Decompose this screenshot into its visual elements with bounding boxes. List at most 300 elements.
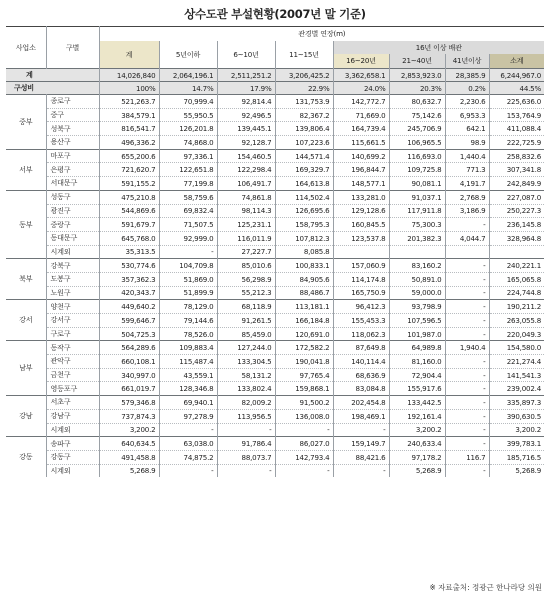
gu-cell: 강북구 xyxy=(46,259,99,273)
value-cell: - xyxy=(445,423,489,437)
value-cell: - xyxy=(445,300,489,314)
value-cell: 116.7 xyxy=(445,450,489,464)
value-cell: - xyxy=(217,423,275,437)
value-cell: - xyxy=(159,423,217,437)
value-cell: 771.3 xyxy=(445,163,489,177)
value-cell: 92,814.4 xyxy=(217,95,275,109)
gu-cell: 강서구 xyxy=(46,314,99,328)
value-cell: 6,953.3 xyxy=(445,108,489,122)
value-cell xyxy=(445,245,489,259)
header-elapsed: 관경별 연장(m) xyxy=(99,27,544,42)
table-row xyxy=(6,409,544,423)
ratio-value: 22.9% xyxy=(275,82,333,95)
value-cell: 158,795.3 xyxy=(275,218,333,232)
value-cell: 190,211.2 xyxy=(489,300,544,314)
ratio-value: 100% xyxy=(99,82,159,95)
page-title: 상수도관 부설현황(2007년 말 기준) xyxy=(184,7,366,21)
value-cell: 71,669.0 xyxy=(333,108,389,122)
table-row xyxy=(6,204,544,218)
table-row xyxy=(6,327,544,341)
totals-label: 계 xyxy=(6,69,99,82)
table-row xyxy=(6,341,544,355)
value-cell: 357,362.3 xyxy=(99,272,159,286)
value-cell: 82,367.2 xyxy=(275,108,333,122)
value-cell: 74,868.0 xyxy=(159,136,217,150)
value-cell: 128,346.8 xyxy=(159,382,217,396)
value-cell: 660,108.1 xyxy=(99,355,159,369)
value-cell: 64,989.8 xyxy=(389,341,445,355)
value-cell: 27,227.7 xyxy=(217,245,275,259)
value-cell: 3,200.2 xyxy=(489,423,544,437)
totals-value: 28,385.9 xyxy=(445,69,489,82)
value-cell: 91,500.2 xyxy=(275,396,333,410)
value-cell: - xyxy=(275,423,333,437)
value-cell: 172,582.2 xyxy=(275,341,333,355)
header-office: 사업소 xyxy=(6,27,46,69)
value-cell: - xyxy=(333,423,389,437)
value-cell: 107,223.6 xyxy=(275,136,333,150)
value-cell: 3,200.2 xyxy=(99,423,159,437)
office-cell: 강남 xyxy=(6,396,46,437)
value-cell: 75,142.6 xyxy=(389,108,445,122)
gu-cell: 노원구 xyxy=(46,286,99,300)
gu-cell: 영등포구 xyxy=(46,382,99,396)
value-cell xyxy=(333,245,389,259)
value-cell: 84,905.6 xyxy=(275,272,333,286)
value-cell xyxy=(389,245,445,259)
value-cell: 661,019.7 xyxy=(99,382,159,396)
gu-cell: 시계외 xyxy=(46,245,99,259)
value-cell: 93,798.9 xyxy=(389,300,445,314)
gu-cell: 도봉구 xyxy=(46,272,99,286)
value-cell: 51,869.0 xyxy=(159,272,217,286)
value-cell: 139,445.1 xyxy=(217,122,275,136)
value-cell: 140,114.4 xyxy=(333,355,389,369)
table-row xyxy=(6,396,544,410)
value-cell: 816,541.7 xyxy=(99,122,159,136)
value-cell: 201,382.3 xyxy=(389,231,445,245)
value-cell: - xyxy=(445,355,489,369)
table-row xyxy=(6,218,544,232)
gu-cell: 서초구 xyxy=(46,396,99,410)
value-cell: - xyxy=(275,464,333,477)
value-cell: 221,274.4 xyxy=(489,355,544,369)
value-cell: 97,278.9 xyxy=(159,409,217,423)
value-cell: 390,630.5 xyxy=(489,409,544,423)
value-cell: 86,027.0 xyxy=(275,437,333,451)
value-cell: 122,298.4 xyxy=(217,163,275,177)
value-cell: 236,145.8 xyxy=(489,218,544,232)
value-cell: 113,956.5 xyxy=(217,409,275,423)
value-cell: 113,181.1 xyxy=(275,300,333,314)
value-cell: 58,131.2 xyxy=(217,368,275,382)
table-row xyxy=(6,368,544,382)
table-row xyxy=(6,423,544,437)
value-cell: 68,118.9 xyxy=(217,300,275,314)
value-cell: 1,940.4 xyxy=(445,341,489,355)
value-cell: 74,875.2 xyxy=(159,450,217,464)
value-cell: 157,060.9 xyxy=(333,259,389,273)
value-cell: 411,088.4 xyxy=(489,122,544,136)
value-cell: 169,329.7 xyxy=(275,163,333,177)
header-col-subtotal: 소계 xyxy=(489,54,544,69)
value-cell: 85,010.6 xyxy=(217,259,275,273)
ratio-value: 0.2% xyxy=(445,82,489,95)
ratio-value: 24.0% xyxy=(333,82,389,95)
value-cell: 97,336.1 xyxy=(159,149,217,163)
value-cell: 88,073.7 xyxy=(217,450,275,464)
value-cell: - xyxy=(445,437,489,451)
value-cell: 79,144.6 xyxy=(159,314,217,328)
value-cell: 225,636.0 xyxy=(489,95,544,109)
value-cell: 82,009.2 xyxy=(217,396,275,410)
value-cell: 5,268.9 xyxy=(489,464,544,477)
value-cell: 154,460.5 xyxy=(217,149,275,163)
value-cell: 98.9 xyxy=(445,136,489,150)
table-row xyxy=(6,464,544,477)
value-cell: 4,044.7 xyxy=(445,231,489,245)
value-cell: 127,244.0 xyxy=(217,341,275,355)
header-col-41y: 41년이상 xyxy=(445,54,489,69)
table-row xyxy=(6,136,544,150)
gu-cell: 동작구 xyxy=(46,341,99,355)
value-cell: 59,000.0 xyxy=(389,286,445,300)
value-cell: 88,421.6 xyxy=(333,450,389,464)
value-cell: 4,191.7 xyxy=(445,177,489,191)
value-cell: 645,768.0 xyxy=(99,231,159,245)
value-cell: - xyxy=(159,464,217,477)
value-cell: 579,346.8 xyxy=(99,396,159,410)
value-cell: 8,085.8 xyxy=(275,245,333,259)
value-cell: 224,744.8 xyxy=(489,286,544,300)
value-cell: 126,201.8 xyxy=(159,122,217,136)
value-cell: 51,899.9 xyxy=(159,286,217,300)
value-cell: 56,298.9 xyxy=(217,272,275,286)
value-cell: 166,184.8 xyxy=(275,314,333,328)
source-footnote: ※ 자료출처: 정광근 한나라당 의원 xyxy=(429,583,542,592)
table-row xyxy=(6,314,544,328)
ratio-value: 14.7% xyxy=(159,82,217,95)
value-cell: 50,891.0 xyxy=(389,272,445,286)
totals-value: 3,362,658.1 xyxy=(333,69,389,82)
value-cell: 133,802.4 xyxy=(217,382,275,396)
totals-value: 3,206,425.2 xyxy=(275,69,333,82)
value-cell: 155,453.3 xyxy=(333,314,389,328)
value-cell: 55,950.5 xyxy=(159,108,217,122)
value-cell: 101,987.0 xyxy=(389,327,445,341)
value-cell: - xyxy=(445,327,489,341)
value-cell: 118,062.3 xyxy=(333,327,389,341)
value-cell: 250,227.3 xyxy=(489,204,544,218)
value-cell: 642.1 xyxy=(445,122,489,136)
value-cell: 335,897.3 xyxy=(489,396,544,410)
gu-cell: 서대문구 xyxy=(46,177,99,191)
value-cell: 198,469.1 xyxy=(333,409,389,423)
totals-row xyxy=(6,69,544,82)
value-cell: 192,161.4 xyxy=(389,409,445,423)
value-cell: 222,725.9 xyxy=(489,136,544,150)
value-cell: 133,442.5 xyxy=(389,396,445,410)
value-cell: - xyxy=(445,368,489,382)
value-cell: 115,487.4 xyxy=(159,355,217,369)
header-col-40y: 21~40년 xyxy=(389,54,445,69)
value-cell: 126,695.6 xyxy=(275,204,333,218)
value-cell: 521,263.7 xyxy=(99,95,159,109)
value-cell: 125,231.1 xyxy=(217,218,275,232)
office-cell: 강동 xyxy=(6,437,46,478)
value-cell: - xyxy=(445,286,489,300)
value-cell: 70,999.4 xyxy=(159,95,217,109)
header-col-5y: 5년이하 xyxy=(159,41,217,69)
gu-cell: 용산구 xyxy=(46,136,99,150)
value-cell: 68,636.9 xyxy=(333,368,389,382)
value-cell: 104,709.8 xyxy=(159,259,217,273)
value-cell: 114,174.8 xyxy=(333,272,389,286)
value-cell: 564,289.6 xyxy=(99,341,159,355)
header-col-10y: 6~10년 xyxy=(217,41,275,69)
gu-cell: 은평구 xyxy=(46,163,99,177)
value-cell: 97,765.4 xyxy=(275,368,333,382)
table-row xyxy=(6,272,544,286)
table-row xyxy=(6,437,544,451)
pipe-table xyxy=(6,26,544,477)
value-cell: 640,634.5 xyxy=(99,437,159,451)
value-cell: 655,200.6 xyxy=(99,149,159,163)
value-cell: 114,502.4 xyxy=(275,190,333,204)
table-row xyxy=(6,177,544,191)
value-cell: 491,458.8 xyxy=(99,450,159,464)
gu-cell: 송파구 xyxy=(46,437,99,451)
value-cell: 5,268.9 xyxy=(389,464,445,477)
value-cell xyxy=(489,245,544,259)
value-cell: 154,580.0 xyxy=(489,341,544,355)
value-cell: 115,661.5 xyxy=(333,136,389,150)
table-row xyxy=(6,122,544,136)
value-cell: 420,343.7 xyxy=(99,286,159,300)
value-cell: 2,768.9 xyxy=(445,190,489,204)
gu-cell: 성북구 xyxy=(46,122,99,136)
gu-cell: 광진구 xyxy=(46,204,99,218)
value-cell: - xyxy=(217,464,275,477)
value-cell: 122,651.8 xyxy=(159,163,217,177)
value-cell: 153,764.9 xyxy=(489,108,544,122)
table-row xyxy=(6,300,544,314)
value-cell: 96,412.3 xyxy=(333,300,389,314)
office-cell: 북부 xyxy=(6,259,46,300)
table-row xyxy=(6,245,544,259)
value-cell: 133,281.0 xyxy=(333,190,389,204)
totals-value: 14,026,840 xyxy=(99,69,159,82)
value-cell: 106,491.7 xyxy=(217,177,275,191)
header-col-20y: 16~20년 xyxy=(333,54,389,69)
value-cell: 131,753.9 xyxy=(275,95,333,109)
value-cell: 87,649.8 xyxy=(333,341,389,355)
totals-value: 2,853,923.0 xyxy=(389,69,445,82)
value-cell: 141,541.3 xyxy=(489,368,544,382)
value-cell: 258,832.6 xyxy=(489,149,544,163)
value-cell: 81,160.0 xyxy=(389,355,445,369)
header-over16: 16년 이상 배관 xyxy=(333,41,544,54)
value-cell: - xyxy=(445,382,489,396)
value-cell: 69,832.4 xyxy=(159,204,217,218)
value-cell: 165,750.9 xyxy=(333,286,389,300)
value-cell: 449,640.2 xyxy=(99,300,159,314)
value-cell: 721,620.7 xyxy=(99,163,159,177)
value-cell: 43,559.1 xyxy=(159,368,217,382)
gu-cell: 양천구 xyxy=(46,300,99,314)
table-row xyxy=(6,259,544,273)
value-cell: 307,341.8 xyxy=(489,163,544,177)
value-cell: 399,783.1 xyxy=(489,437,544,451)
value-cell: 92,496.5 xyxy=(217,108,275,122)
value-cell: 85,459.0 xyxy=(217,327,275,341)
value-cell: 83,160.2 xyxy=(389,259,445,273)
value-cell: 98,114.3 xyxy=(217,204,275,218)
gu-cell: 강동구 xyxy=(46,450,99,464)
totals-value: 2,064,196.1 xyxy=(159,69,217,82)
value-cell: 159,868.1 xyxy=(275,382,333,396)
value-cell: 240,221.1 xyxy=(489,259,544,273)
value-cell: 72,904.4 xyxy=(389,368,445,382)
value-cell: 591,679.7 xyxy=(99,218,159,232)
table-row xyxy=(6,149,544,163)
ratio-row xyxy=(6,82,544,95)
gu-cell: 시계외 xyxy=(46,423,99,437)
value-cell: 75,300.3 xyxy=(389,218,445,232)
gu-cell: 성동구 xyxy=(46,190,99,204)
ratio-value: 44.5% xyxy=(489,82,544,95)
value-cell: 5,268.9 xyxy=(99,464,159,477)
value-cell: 202,454.8 xyxy=(333,396,389,410)
value-cell: 239,002.4 xyxy=(489,382,544,396)
value-cell: 71,507.5 xyxy=(159,218,217,232)
value-cell: - xyxy=(159,245,217,259)
gu-cell: 시계외 xyxy=(46,464,99,477)
value-cell: 91,261.5 xyxy=(217,314,275,328)
value-cell: - xyxy=(445,314,489,328)
header-col-15y: 11~15년 xyxy=(275,41,333,69)
value-cell: 63,038.0 xyxy=(159,437,217,451)
value-cell: 120,691.0 xyxy=(275,327,333,341)
value-cell: 133,304.5 xyxy=(217,355,275,369)
gu-cell: 관악구 xyxy=(46,355,99,369)
value-cell: 78,129.0 xyxy=(159,300,217,314)
value-cell: 129,128.6 xyxy=(333,204,389,218)
value-cell: 240,633.4 xyxy=(389,437,445,451)
value-cell: 160,845.5 xyxy=(333,218,389,232)
table-row xyxy=(6,108,544,122)
value-cell: 117,911.8 xyxy=(389,204,445,218)
value-cell: 185,716.5 xyxy=(489,450,544,464)
gu-cell: 동대문구 xyxy=(46,231,99,245)
table-row xyxy=(6,231,544,245)
value-cell: 116,693.0 xyxy=(389,149,445,163)
value-cell: 3,200.2 xyxy=(389,423,445,437)
value-cell: 159,149.7 xyxy=(333,437,389,451)
header-col-total: 계 xyxy=(99,41,159,69)
value-cell: 242,849.9 xyxy=(489,177,544,191)
value-cell: 92,128.7 xyxy=(217,136,275,150)
gu-cell: 금천구 xyxy=(46,368,99,382)
value-cell: 496,336.2 xyxy=(99,136,159,150)
value-cell: 591,155.2 xyxy=(99,177,159,191)
value-cell: 155,917.6 xyxy=(389,382,445,396)
value-cell: 328,964.8 xyxy=(489,231,544,245)
value-cell: 77,199.8 xyxy=(159,177,217,191)
value-cell: 58,759.6 xyxy=(159,190,217,204)
value-cell: 737,874.3 xyxy=(99,409,159,423)
value-cell: - xyxy=(445,272,489,286)
value-cell: 148,577.1 xyxy=(333,177,389,191)
value-cell: 83,084.8 xyxy=(333,382,389,396)
value-cell: 107,596.5 xyxy=(389,314,445,328)
value-cell: 245,706.9 xyxy=(389,122,445,136)
value-cell: 91,037.1 xyxy=(389,190,445,204)
table-row xyxy=(6,163,544,177)
value-cell: 123,537.8 xyxy=(333,231,389,245)
office-cell: 중부 xyxy=(6,95,46,150)
value-cell: 74,861.8 xyxy=(217,190,275,204)
value-cell: 384,579.1 xyxy=(99,108,159,122)
totals-value: 6,244,967.0 xyxy=(489,69,544,82)
value-cell: 340,997.0 xyxy=(99,368,159,382)
value-cell: 142,772.7 xyxy=(333,95,389,109)
value-cell: 139,806.4 xyxy=(275,122,333,136)
value-cell: 164,739.4 xyxy=(333,122,389,136)
value-cell: 140,699.2 xyxy=(333,149,389,163)
table-row xyxy=(6,450,544,464)
table-row xyxy=(6,382,544,396)
value-cell: - xyxy=(445,396,489,410)
table-row xyxy=(6,286,544,300)
gu-cell: 강남구 xyxy=(46,409,99,423)
value-cell: 164,613.8 xyxy=(275,177,333,191)
table-row xyxy=(6,355,544,369)
value-cell: 78,526.0 xyxy=(159,327,217,341)
table-row xyxy=(6,190,544,204)
office-cell: 남부 xyxy=(6,341,46,396)
table-row xyxy=(6,95,544,109)
value-cell: - xyxy=(445,464,489,477)
value-cell: 227,087.0 xyxy=(489,190,544,204)
gu-cell: 구로구 xyxy=(46,327,99,341)
value-cell: 35,313.5 xyxy=(99,245,159,259)
value-cell: 90,081.1 xyxy=(389,177,445,191)
value-cell: - xyxy=(445,218,489,232)
value-cell: 69,940.1 xyxy=(159,396,217,410)
value-cell: 196,844.7 xyxy=(333,163,389,177)
value-cell: 504,725.3 xyxy=(99,327,159,341)
totals-value: 2,511,251.2 xyxy=(217,69,275,82)
gu-cell: 중구 xyxy=(46,108,99,122)
office-cell: 서부 xyxy=(6,149,46,190)
value-cell: 1,440.4 xyxy=(445,149,489,163)
value-cell: 80,632.7 xyxy=(389,95,445,109)
office-cell: 강서 xyxy=(6,300,46,341)
value-cell: 220,049.3 xyxy=(489,327,544,341)
value-cell: 136,008.0 xyxy=(275,409,333,423)
value-cell: 100,833.1 xyxy=(275,259,333,273)
value-cell: 106,965.5 xyxy=(389,136,445,150)
value-cell: 55,212.3 xyxy=(217,286,275,300)
value-cell: 599,646.7 xyxy=(99,314,159,328)
gu-cell: 종로구 xyxy=(46,95,99,109)
value-cell: 144,571.4 xyxy=(275,149,333,163)
value-cell: 3,186.9 xyxy=(445,204,489,218)
value-cell: 109,883.4 xyxy=(159,341,217,355)
value-cell: 97,178.2 xyxy=(389,450,445,464)
value-cell: 116,011.9 xyxy=(217,231,275,245)
